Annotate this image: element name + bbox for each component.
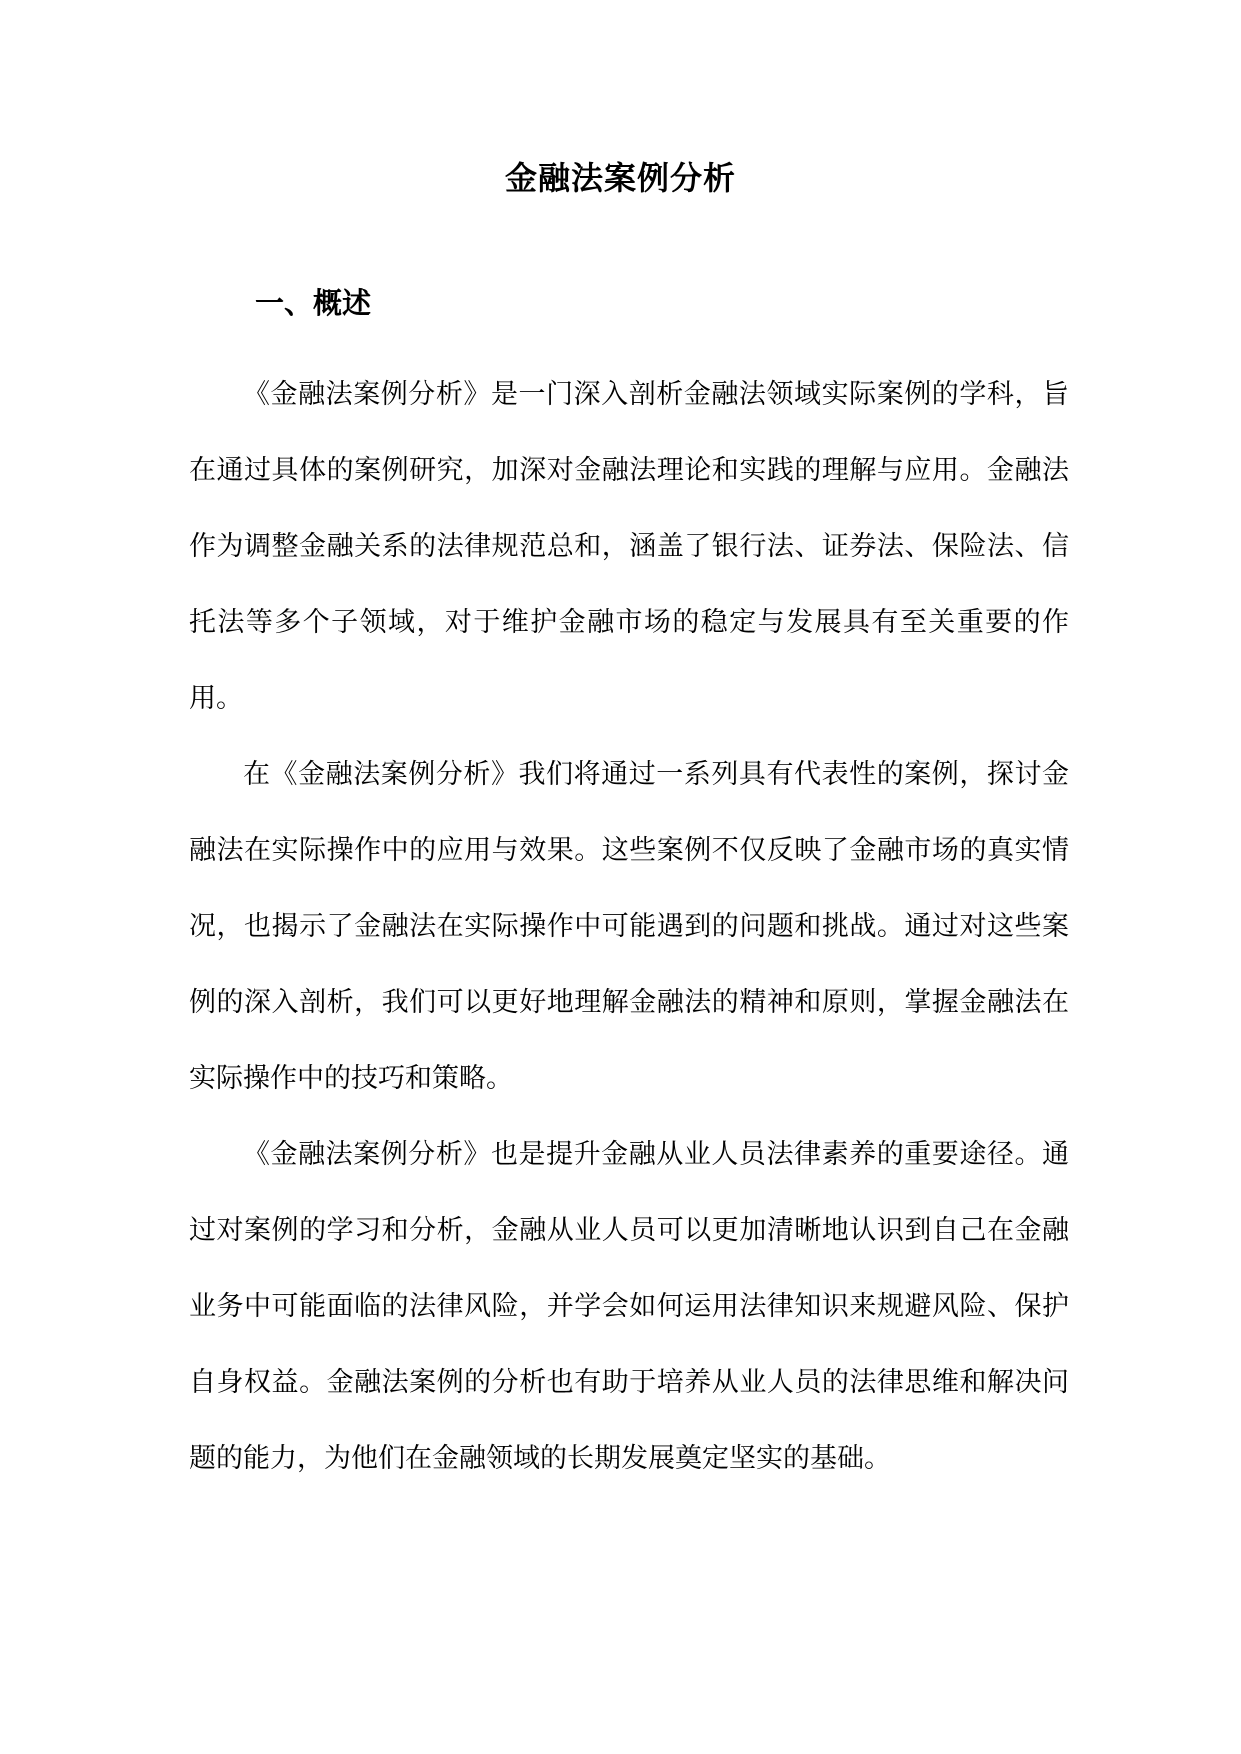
section-heading: 一、概述: [255, 286, 372, 320]
document-title: 金融法案例分析: [504, 159, 736, 197]
body-paragraph: 在《金融法案例分析》我们将通过一系列具有代表性的案例，探讨金融法在实际操作中的应用与效果。这些案例不仅反映了金融市场的真实情况，也揭示了金融法在实际操作中可能遇到的问题和挑战。通过对这些案例的深入剖析，我们可以更好地理解金融法的精神和原则，掌握金融法在实际操作中的技巧和策略。: [189, 759, 1069, 1094]
body-paragraph: 《金融法案例分析》也是提升金融从业人员法律素养的重要途径。通过对案例的学习和分析，金融从业人员可以更加清晰地认识到自己在金融业务中可能面临的法律风险，并学会如何运用法律知识来规避风险、保护自身权益。金融法案例的分析也有助于培养从业人员的法律思维和解决问题的能力，为他们在金融领域的长期发展奠定坚实的基础。: [189, 1139, 1069, 1474]
body-paragraph: 《金融法案例分析》是一门深入剖析金融法领域实际案例的学科，旨在通过具体的案例研究，加深对金融法理论和实践的理解与应用。金融法作为调整金融关系的法律规范总和，涵盖了银行法、证券法、保险法、信托法等多个子领域，对于维护金融市场的稳定与发展具有至关重要的作用。: [189, 379, 1069, 714]
